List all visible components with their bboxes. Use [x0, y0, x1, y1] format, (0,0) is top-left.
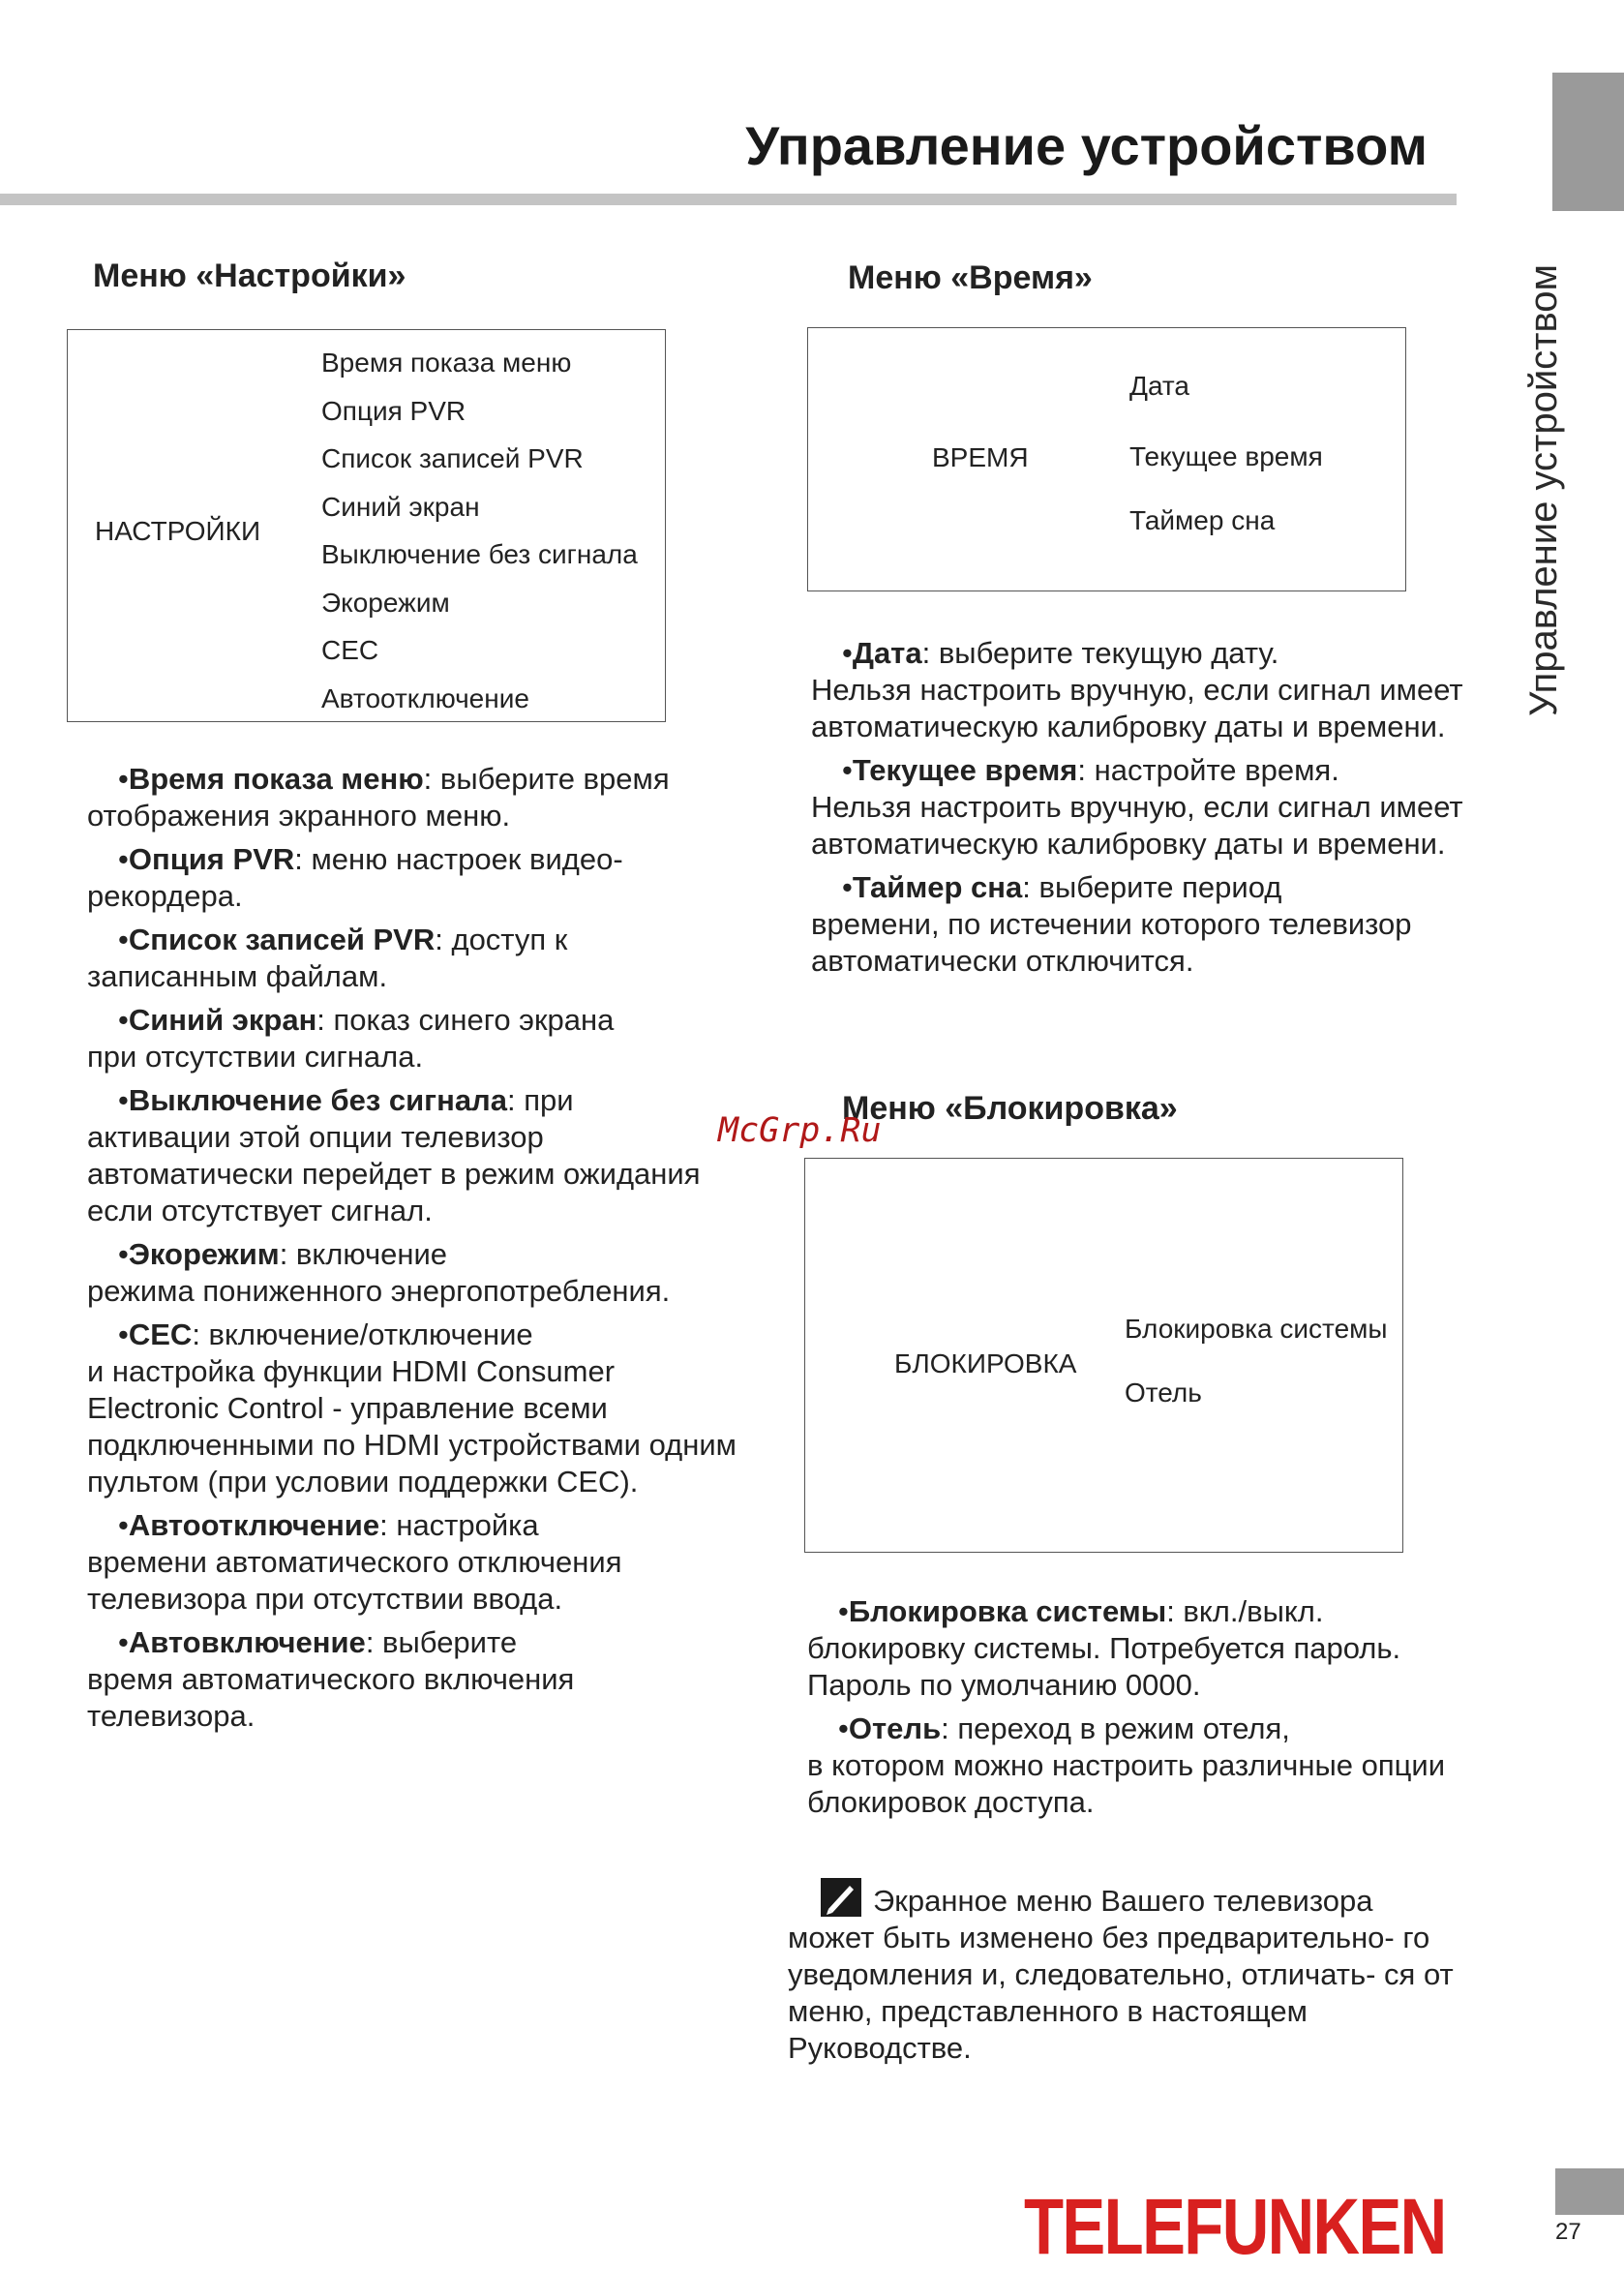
desc-paragraph: •Экорежим: включение режима пониженного энергопотребления. — [87, 1237, 671, 1308]
side-tab-label: Управление устройством — [1522, 263, 1565, 716]
desc-text: : выберите время — [423, 762, 670, 796]
time-items — [1129, 371, 1323, 536]
desc-text: : переход в режим отеля, — [941, 1711, 1290, 1745]
lock-root-label: БЛОКИРОВКА — [894, 1348, 1077, 1378]
desc-text: : включение — [279, 1237, 448, 1271]
lock-descriptions — [807, 1593, 1465, 1828]
desc-text: : настройте время. — [1077, 753, 1339, 787]
desc-text: : при — [507, 1083, 574, 1117]
time-descriptions — [811, 635, 1469, 986]
desc-text: : вкл./выкл. — [1166, 1594, 1324, 1628]
desc-text: в котором можно настроить различные опции блокировок доступа. — [807, 1748, 1446, 1819]
lock-item: Отель — [1125, 1378, 1202, 1408]
settings-items — [321, 348, 638, 731]
note-text: Экранное меню Вашего телевизора может быть изменено без предварительно- го уведомления и, следовательно, отличать- ся от меню, представленного в настоящем Руководстве. — [788, 1884, 1454, 2065]
desc-paragraph: •Опция PVR: меню настроек видео- рекордера. — [87, 842, 623, 913]
desc-text: записанным файлам. — [87, 959, 388, 993]
settings-item: CEC — [321, 635, 379, 665]
settings-item: Список записей PVR — [321, 443, 584, 473]
settings-item: Выключение без сигнала — [321, 539, 638, 569]
lock-menu-diagram — [804, 1158, 1403, 1553]
desc-term: Опция PVR — [128, 842, 295, 876]
side-tab-marker — [1552, 73, 1624, 211]
desc-paragraph: •Отель: переход в режим отеля, в котором можно настроить различные опции блокировок доступа. — [807, 1711, 1446, 1819]
time-menu-diagram — [807, 327, 1406, 591]
time-heading: Меню «Время» — [848, 259, 1093, 296]
desc-paragraph: •Дата: выберите текущую дату. Нельзя настроить вручную, если сигнал имеет автоматическую калибровку даты и времени. — [811, 636, 1463, 743]
desc-text: : выберите период — [1022, 870, 1282, 904]
desc-text: : настройка — [379, 1508, 539, 1542]
desc-paragraph: •Текущее время: настройте время. Нельзя настроить вручную, если сигнал имеет автоматическую калибровку даты и времени. — [811, 753, 1463, 861]
lock-item: Блокировка системы — [1125, 1314, 1388, 1344]
desc-term: Экорежим — [128, 1237, 280, 1271]
desc-term: Блокировка системы — [848, 1594, 1167, 1628]
desc-term: Дата — [852, 636, 922, 670]
desc-paragraph: •Автовключение: выберите время автоматического включения телевизора. — [87, 1625, 575, 1733]
time-root-label: ВРЕМЯ — [932, 442, 1029, 472]
desc-text: и настройка функции HDMI Consumer Electronic Control - управление всеми подключенными по HDMI устройствами одним пультом (при условии поддержки CEC). — [87, 1354, 737, 1499]
desc-paragraph: •Время показа меню: выберите время отображения экранного меню. — [87, 762, 670, 833]
page-title: Управление устройством — [745, 115, 1428, 176]
desc-text: Нельзя настроить вручную, если сигнал имеет автоматическую калибровку даты и времени. — [811, 790, 1463, 861]
lock-items — [1125, 1314, 1388, 1408]
desc-paragraph: •Автоотключение: настройка времени автоматического отключения телевизора при отсутствии ввода. — [87, 1508, 622, 1616]
desc-text: : меню настроек видео- — [294, 842, 623, 876]
desc-term: Текущее время — [852, 753, 1078, 787]
desc-text: времени, по истечении которого телевизор автоматически отключится. — [811, 907, 1412, 978]
desc-text: : показ синего экрана — [316, 1003, 615, 1037]
desc-term: Время показа меню — [128, 762, 424, 796]
desc-paragraph: •Список записей PVR: доступ к записанным файлам. — [87, 923, 568, 993]
brand-logo: TELEFUNKEN — [1024, 2183, 1446, 2271]
desc-text: : включение/отключение — [192, 1317, 533, 1351]
time-item: Таймер сна — [1129, 505, 1276, 535]
desc-term: Автоотключение — [128, 1508, 380, 1542]
settings-menu-diagram — [67, 329, 666, 722]
settings-item: Автоотключение — [321, 682, 529, 713]
desc-term: Список записей PVR — [128, 923, 436, 956]
desc-text: : выберите — [365, 1625, 518, 1659]
desc-text: отображения экранного меню. — [87, 799, 511, 833]
desc-text: режима пониженного энергопотребления. — [87, 1274, 671, 1308]
settings-root-label: НАСТРОЙКИ — [95, 516, 261, 546]
settings-heading: Меню «Настройки» — [93, 257, 406, 294]
desc-text: активации этой опции телевизор автоматически перейдет в режим ожидания если отсутствует сигнал. — [87, 1120, 701, 1227]
settings-item: Опция PVR — [321, 395, 466, 426]
desc-term: CEC — [128, 1317, 193, 1351]
desc-text: времени автоматического отключения телевизора при отсутствии ввода. — [87, 1545, 622, 1616]
pencil-note-icon — [821, 1878, 861, 1917]
desc-term: Таймер сна — [852, 870, 1023, 904]
time-item: Текущее время — [1129, 441, 1323, 471]
settings-item: Экорежим — [321, 587, 450, 618]
desc-paragraph: •Блокировка системы: вкл./выкл. блокировку системы. Потребуется пароль. Пароль по умолчанию 0000. — [807, 1594, 1401, 1702]
settings-item: Синий экран — [321, 491, 480, 522]
desc-paragraph: •Синий экран: показ синего экрана при отсутствии сигнала. — [87, 1003, 615, 1074]
desc-paragraph: •Выключение без сигнала: при активации этой опции телевизор автоматически перейдет в режим ожидания если отсутствует сигнал. — [87, 1083, 701, 1227]
page-number: 27 — [1555, 2219, 1581, 2245]
note-paragraph — [788, 1878, 1465, 2067]
lock-heading: Меню «Блокировка» — [842, 1090, 1178, 1127]
desc-term: Синий экран — [128, 1003, 317, 1037]
desc-term: Отель — [848, 1711, 942, 1745]
watermark: McGrp.Ru — [718, 1111, 882, 1150]
settings-descriptions — [87, 761, 745, 1741]
desc-term: Выключение без сигнала — [128, 1083, 507, 1117]
desc-text: рекордера. — [87, 879, 243, 913]
desc-term: Автовключение — [128, 1625, 366, 1659]
settings-item: Время показа меню — [321, 348, 572, 378]
desc-paragraph: •Таймер сна: выберите период времени, по истечении которого телевизор автоматически отключится. — [811, 870, 1412, 978]
desc-paragraph: •CEC: включение/отключение и настройка функции HDMI Consumer Electronic Control - управление всеми подключенными по HDMI устройствами одним пультом (при условии поддержки CEC). — [87, 1317, 737, 1499]
desc-text: : выберите текущую дату. — [921, 636, 1279, 670]
desc-text: при отсутствии сигнала. — [87, 1040, 424, 1074]
desc-text: Нельзя настроить вручную, если сигнал имеет автоматическую калибровку даты и времени. — [811, 673, 1463, 743]
page-number-marker — [1555, 2168, 1624, 2215]
desc-text: блокировку системы. Потребуется пароль. Пароль по умолчанию 0000. — [807, 1631, 1401, 1702]
time-item: Дата — [1129, 371, 1190, 401]
desc-text: время автоматического включения телевизора. — [87, 1662, 575, 1733]
desc-text: : доступ к — [435, 923, 568, 956]
title-rule — [0, 194, 1457, 205]
